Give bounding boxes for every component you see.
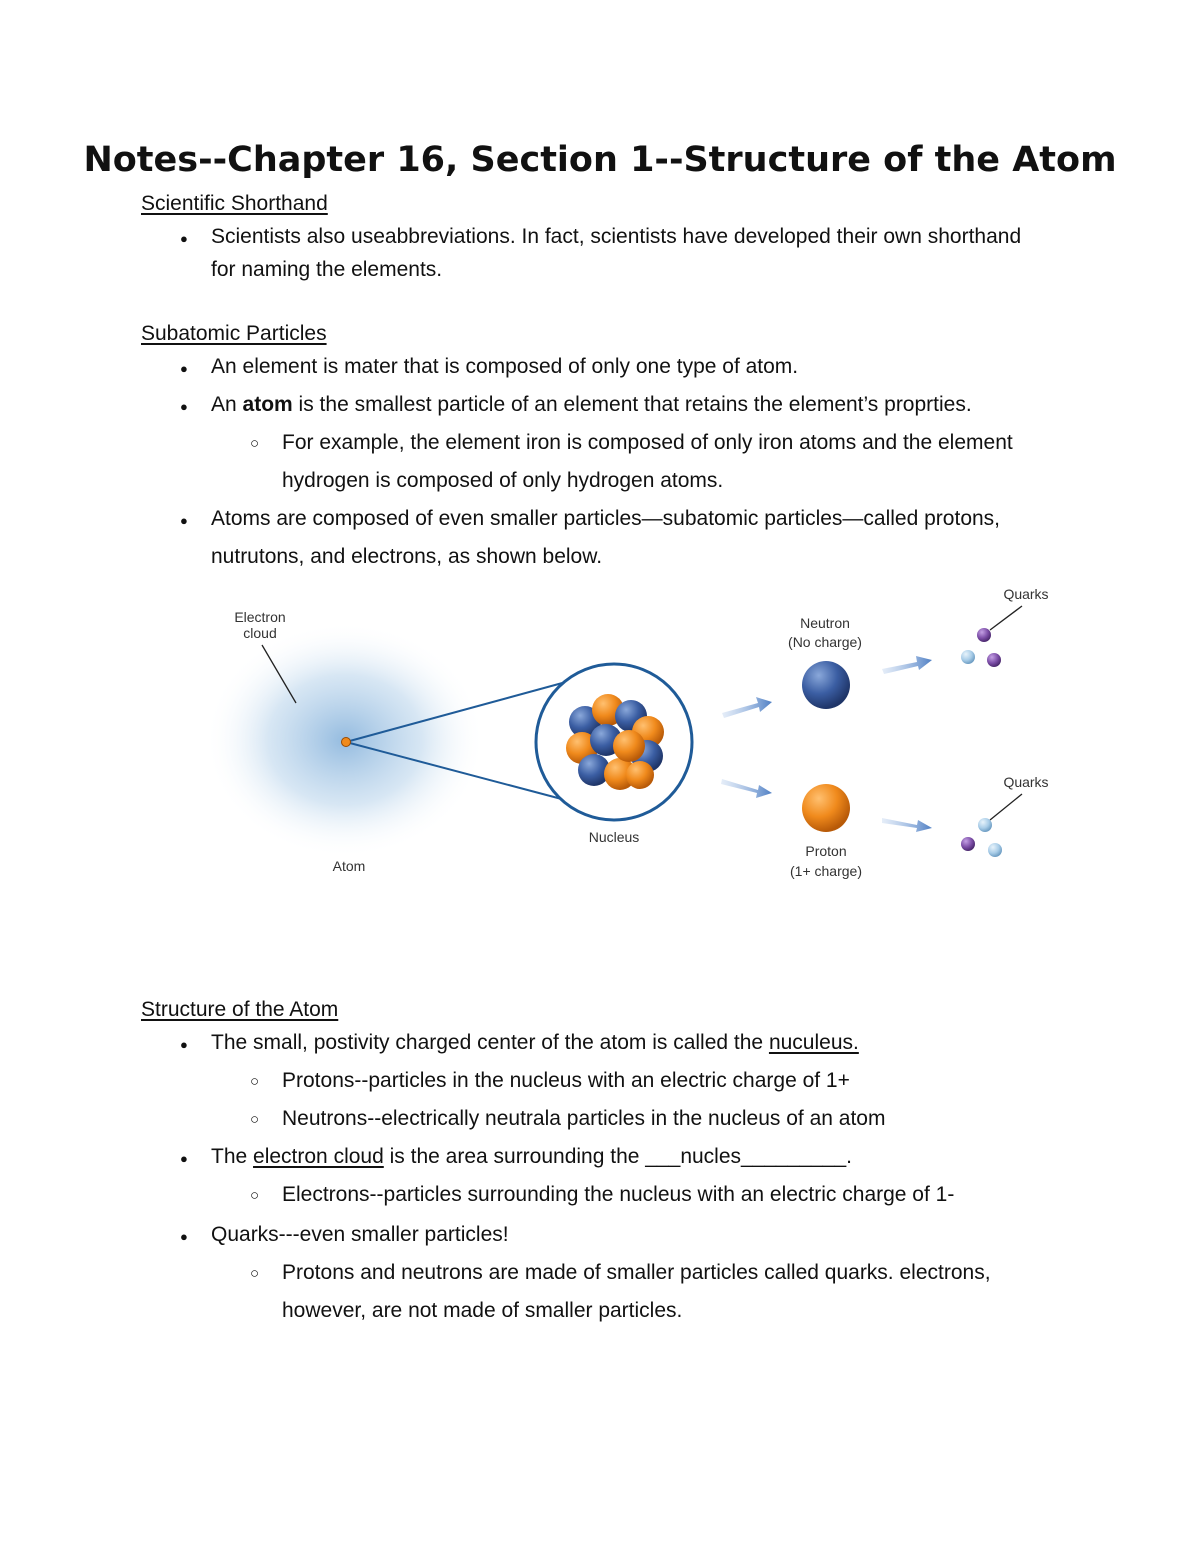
bullet-icon: ●: [180, 361, 188, 376]
page-title: Notes--Chapter 16, Section 1--Structure of the Atom: [83, 140, 1117, 180]
atom-structure-diagram: [210, 580, 1070, 890]
neutron-sphere: [802, 661, 850, 709]
quark-particle: [961, 650, 975, 664]
circle-bullet-icon: ○: [250, 1265, 260, 1282]
bullet-icon: ●: [180, 231, 188, 246]
circle-bullet-icon: ○: [250, 1187, 260, 1204]
sub-list-item: For example, the element iron is composed of only iron atoms and the element: [282, 431, 1013, 454]
sub-list-item-continuation: hydrogen is composed of only hydrogen atoms.: [282, 469, 724, 492]
bold-term: atom: [242, 393, 293, 416]
quarks-pointer-line-top: [990, 606, 1022, 630]
electron-cloud-label-line1: Electron: [234, 609, 286, 625]
list-item: The small, postivity charged center of the atom is called the nuculeus.: [211, 1031, 859, 1054]
sub-list-item: Protons and neutrons are made of smaller particles called quarks. electrons,: [282, 1261, 991, 1284]
circle-bullet-icon: ○: [250, 1111, 260, 1128]
bullet-icon: ●: [180, 1229, 188, 1244]
bullet-icon: ●: [180, 1037, 188, 1052]
neutron-label: Neutron: [800, 615, 850, 631]
sub-list-item-continuation: however, are not made of smaller particles.: [282, 1299, 683, 1322]
sub-list-item: Electrons--particles surrounding the nucleus with an electric charge of 1-: [282, 1183, 955, 1206]
bullet-icon: ●: [180, 513, 188, 528]
quarks-pointer-line-bottom: [990, 794, 1022, 820]
proton-label: Proton: [805, 843, 847, 859]
arrow-to-neutron-quarks-icon: [882, 656, 932, 674]
quark-particle: [988, 843, 1002, 857]
quarks-label-bottom: Quarks: [1003, 774, 1049, 790]
section-heading-scientific-shorthand: Scientific Shorthand: [141, 192, 328, 215]
list-item: The electron cloud is the area surrounding the ___nucles_________.: [211, 1145, 852, 1168]
list-item: An atom is the smallest particle of an element that retains the element’s proprties.: [211, 393, 972, 416]
nucleus-label: Nucleus: [588, 829, 640, 845]
list-item: Quarks---even smaller particles!: [211, 1223, 509, 1246]
quarks-label-top: Quarks: [1003, 586, 1049, 602]
quark-particle: [977, 628, 991, 642]
section-heading-structure-of-atom: Structure of the Atom: [141, 998, 339, 1021]
bullet-icon: ●: [180, 399, 188, 414]
circle-bullet-icon: ○: [250, 435, 260, 452]
list-item-continuation: for naming the elements.: [211, 258, 443, 281]
nucleus-dot: [342, 738, 351, 747]
proton-sphere: [802, 784, 850, 832]
proton-particle: [613, 730, 645, 762]
arrow-to-neutron-icon: [722, 697, 772, 718]
atom-label: Atom: [332, 858, 366, 874]
neutron-charge-label: (No charge): [788, 634, 862, 650]
sub-list-item: Neutrons--electrically neutrala particles in the nucleus of an atom: [282, 1107, 886, 1130]
bullet-icon: ●: [180, 1151, 188, 1166]
arrow-to-proton-icon: [721, 779, 772, 798]
quark-particle: [978, 818, 992, 832]
sub-list-item: Protons--particles in the nucleus with an electric charge of 1+: [282, 1069, 850, 1092]
arrow-to-proton-quarks-icon: [882, 818, 932, 832]
underlined-term: electron cloud: [253, 1145, 384, 1168]
proton-particle: [626, 761, 654, 789]
quark-particle: [987, 653, 1001, 667]
electron-cloud-label-line2: cloud: [243, 625, 277, 641]
circle-bullet-icon: ○: [250, 1073, 260, 1090]
quark-particle: [961, 837, 975, 851]
list-item: Scientists also useabbreviations. In fact, scientists have developed their own shorthand: [211, 225, 1022, 248]
underlined-term: nuculeus.: [768, 1031, 859, 1054]
section-heading-subatomic-particles: Subatomic Particles: [141, 322, 327, 345]
list-item-continuation: nutrutons, and electrons, as shown below.: [211, 545, 603, 568]
list-item: Atoms are composed of even smaller particles—subatomic particles—called protons,: [211, 507, 1001, 530]
proton-charge-label: (1+ charge): [790, 863, 862, 879]
list-item: An element is mater that is composed of only one type of atom.: [211, 355, 799, 378]
